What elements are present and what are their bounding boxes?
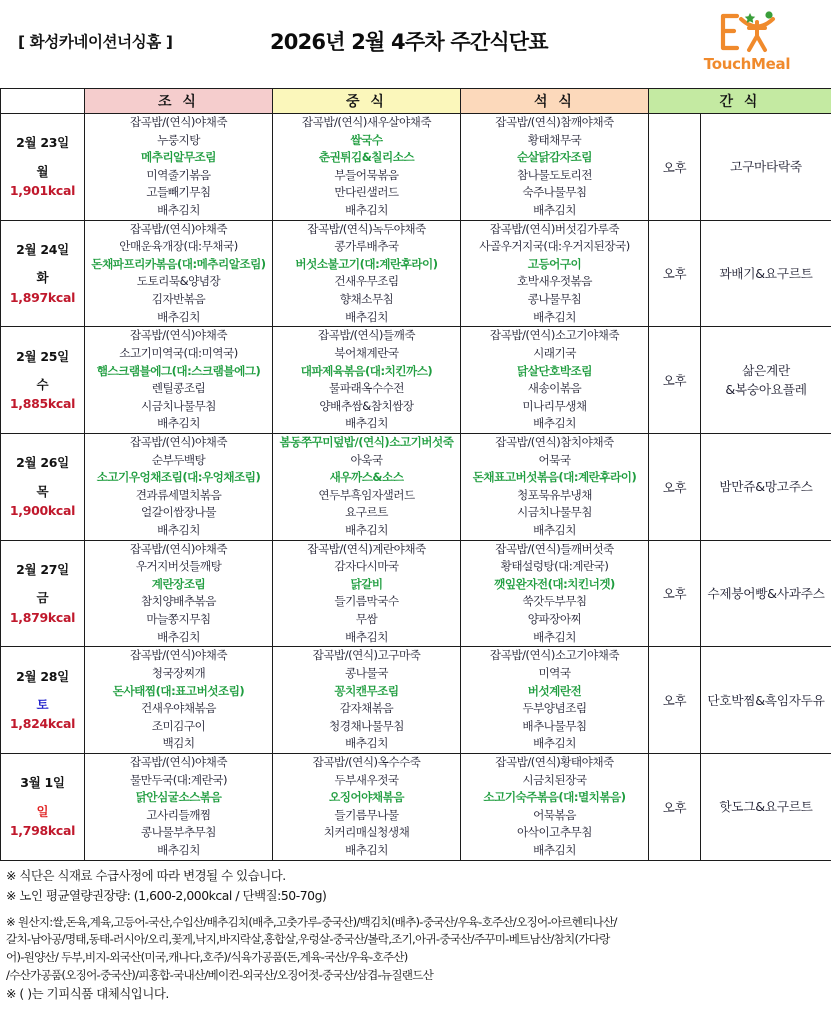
meal-cell-lunch xyxy=(273,220,461,327)
day-of-week-label: 금 xyxy=(36,590,49,606)
dish-item: 배추김치 xyxy=(345,736,388,751)
note-calorie-guideline: ※ 노인 평균열량권장량: (1,600-2,000kcal / 단백질:50-70g) xyxy=(6,887,327,903)
snack-time-cell: 오후 xyxy=(649,753,701,860)
dish-item: 배추김치 xyxy=(533,309,576,324)
meal-cell-dinner xyxy=(461,753,649,860)
dish-item: 콩나물무침 xyxy=(527,292,582,307)
dish-item: 소고기숙주볶음(대:멸치볶음) xyxy=(483,790,626,805)
calorie-label: 1,885kcal xyxy=(9,396,76,412)
dish-item: 배추김치 xyxy=(533,629,576,644)
day-of-week-label: 토 xyxy=(36,696,49,712)
dish-item: 참치양배추볶음 xyxy=(141,594,216,609)
dish-item: 쌀국수 xyxy=(350,132,383,147)
date-gap xyxy=(1,473,84,482)
meal-cell-lunch xyxy=(273,647,461,754)
dish-item: 잡곡밥/(연식)참치야채죽 xyxy=(495,434,614,449)
date-cell xyxy=(1,540,85,647)
dish-item: 도토리묵&양념장 xyxy=(136,274,221,289)
dish-item: 돈채표고버섯볶음(대:계란후라이) xyxy=(472,470,637,485)
dish-item: 배추김치 xyxy=(345,309,388,324)
table-row xyxy=(1,433,831,540)
dish-item: 부들어묵볶음 xyxy=(334,167,399,182)
snack-cell: 핫도그&요구르트 xyxy=(701,753,831,860)
dish-item: 고사리들깨찜 xyxy=(146,807,211,822)
dish-item: 연두부흑임자샐러드 xyxy=(318,487,415,502)
note-origin-line-4: /수산가공품(오징어-중국산)/피홍합-국내산/베이컨-외국산/오징어젓-중국산/삼겹-뉴질랜드산 xyxy=(6,967,434,982)
date-label: 2월 27일 xyxy=(16,561,69,577)
weekly-meal-table xyxy=(0,88,831,861)
dish-item: 잡곡밥/(연식)야채죽 xyxy=(129,328,228,343)
dish-item: 잡곡밥/(연식)황태야채죽 xyxy=(495,754,614,769)
dish-item: 새우까스&소스 xyxy=(329,470,404,485)
dish-item: 닭갈비 xyxy=(350,576,383,591)
snack-cell: 삶은계란 &복숭아요플레 xyxy=(701,327,831,434)
meal-cell-dinner xyxy=(461,433,649,540)
calorie-label: 1,798kcal xyxy=(9,822,76,838)
day-of-week-label: 월 xyxy=(36,163,49,179)
date-label: 2월 28일 xyxy=(16,668,69,684)
dish-item: 배추김치 xyxy=(533,523,576,538)
dish-item: 배추김치 xyxy=(345,523,388,538)
brand-logo xyxy=(687,8,807,73)
dish-item: 춘권튀김&칠리소스 xyxy=(318,150,415,165)
dish-item: 배추김치 xyxy=(345,629,388,644)
dish-item: 마늘쫑지무침 xyxy=(146,612,211,627)
dish-item: 감자다시마국 xyxy=(334,559,399,574)
meal-cell-breakfast xyxy=(85,433,273,540)
date-label: 2월 26일 xyxy=(16,455,69,471)
snack-time-cell: 오후 xyxy=(649,220,701,327)
dish-item: 잡곡밥/(연식)들깨죽 xyxy=(317,328,416,343)
dish-item: 소고기미역국(대:미역국) xyxy=(119,345,238,360)
dish-item: 배추김치 xyxy=(345,203,388,218)
dish-item: 두부새우젓국 xyxy=(334,772,399,787)
page-title: 2026년 2월 4주차 주간식단표 xyxy=(270,30,548,54)
meal-cell-dinner xyxy=(461,540,649,647)
calorie-label: 1,901kcal xyxy=(9,183,76,199)
dish-item: 시래기국 xyxy=(533,345,576,360)
dish-item: 치커리매실청생채 xyxy=(323,825,410,840)
dish-item: 잡곡밥/(연식)야채죽 xyxy=(129,648,228,663)
dish-item: 햄스크램블에그(대:스크램블에그) xyxy=(96,363,261,378)
dish-item: 숙주나물무침 xyxy=(522,185,587,200)
dish-item: 메추리알무조림 xyxy=(141,150,216,165)
snack-cell: 밤만쥬&망고주스 xyxy=(701,433,831,540)
dish-item: 시금치된장국 xyxy=(522,772,587,787)
dish-item: 소고기우엉채조림(대:우엉채조림) xyxy=(96,470,261,485)
dish-item: 참나물도토리전 xyxy=(517,167,592,182)
table-row xyxy=(1,647,831,754)
dish-item: 백김치 xyxy=(162,736,195,751)
dish-item: 양배추쌈&참치쌈장 xyxy=(319,398,414,413)
dish-item: 미나리무생채 xyxy=(522,398,587,413)
dish-item: 잡곡밥/(연식)야채죽 xyxy=(129,221,228,236)
date-cell xyxy=(1,327,85,434)
dish-item: 잡곡밥/(연식)소고기야채죽 xyxy=(489,328,620,343)
dish-item: 양파장아찌 xyxy=(527,612,582,627)
snack-time-cell: 오후 xyxy=(649,540,701,647)
dish-item: 황태설렁탕(대:계란국) xyxy=(500,559,609,574)
dish-item: 계란장조림 xyxy=(151,576,206,591)
dish-item: 김자반볶음 xyxy=(151,292,206,307)
date-cell xyxy=(1,647,85,754)
dish-item: 누룽지탕 xyxy=(157,132,200,147)
note-origin-line-1: ※ 원산지:쌀,돈육,계육,고등어-국산,수입산/배추김치(배추,고춧가루-중국산)/백김치(배추)-중국산/우육-호주산/오징어-아르헨티나산/ xyxy=(6,914,617,929)
dish-item: 잡곡밥/(연식)야채죽 xyxy=(129,115,228,129)
dish-item: 돈사태찜(대:표고버섯조림) xyxy=(112,683,245,698)
touchmeal-logo-icon xyxy=(687,8,807,54)
dish-item: 잡곡밥/(연식)버섯김가루죽 xyxy=(489,221,620,236)
date-gap xyxy=(1,579,84,588)
dish-item: 잡곡밥/(연식)소고기야채죽 xyxy=(489,648,620,663)
day-of-week-label: 수 xyxy=(36,376,49,392)
dish-item: 건새우무조림 xyxy=(334,274,399,289)
date-gap xyxy=(1,686,84,695)
dish-item: 배추김치 xyxy=(157,203,200,218)
date-cell xyxy=(1,753,85,860)
dish-item: 배추김치 xyxy=(533,842,576,857)
dish-item: 대파제육볶음(대:치킨까스) xyxy=(300,363,433,378)
calorie-label: 1,897kcal xyxy=(9,289,76,305)
dish-item: 어묵국 xyxy=(538,452,571,467)
meal-cell-dinner xyxy=(461,220,649,327)
dish-item: 잡곡밥/(연식)들깨버섯죽 xyxy=(495,541,614,556)
dish-item: 잡곡밥/(연식)새우살야채죽 xyxy=(301,115,432,129)
dish-item: 고들빼기무침 xyxy=(146,185,211,200)
dish-item: 물파래옥수수전 xyxy=(329,381,404,396)
dish-item: 배추김치 xyxy=(345,842,388,857)
dish-item: 견과류세멸치볶음 xyxy=(135,487,222,502)
dish-item: 봄동쭈꾸미덮밥/(연식)소고기버섯죽 xyxy=(279,434,454,449)
dish-item: 배추김치 xyxy=(157,629,200,644)
note-origin-line-3: 어)-원양산/ 두부,비지-외국산(미국,캐나다,호주)/식육가공품(돈,계육-국산/우육-호주산) xyxy=(6,950,408,964)
dish-item: 황태채무국 xyxy=(527,132,582,147)
dish-item: 잡곡밥/(연식)야채죽 xyxy=(129,754,228,769)
dish-item: 얼갈이쌈장나물 xyxy=(141,505,216,520)
date-gap xyxy=(1,793,84,802)
dish-item: 미역줄기볶음 xyxy=(146,167,211,182)
dish-item: 감자채볶음 xyxy=(339,701,394,716)
date-label: 2월 23일 xyxy=(16,135,69,151)
dish-item: 아욱국 xyxy=(350,452,383,467)
dish-item: 배추김치 xyxy=(157,523,200,538)
dish-item: 꽁치캔무조림 xyxy=(334,683,399,698)
dish-item: 어묵볶음 xyxy=(533,807,576,822)
dish-item: 돈채파프리카볶음(대:메추리알조림) xyxy=(91,256,266,271)
dish-item: 잡곡밥/(연식)야채죽 xyxy=(129,434,228,449)
meal-cell-lunch xyxy=(273,433,461,540)
dish-item: 두부양념조림 xyxy=(522,701,587,716)
table-row xyxy=(1,327,831,434)
meal-cell-lunch xyxy=(273,753,461,860)
dish-item: 닭살단호박조림 xyxy=(517,363,592,378)
dish-item: 순부두백탕 xyxy=(151,452,206,467)
dish-item: 사골우거지국(대:우거지된장국) xyxy=(479,239,630,254)
note-substitute-food: ※ ( )는 기피식품 대체식입니다. xyxy=(6,986,169,1002)
meal-cell-breakfast xyxy=(85,327,273,434)
date-gap xyxy=(1,259,84,268)
note-spacer xyxy=(6,906,823,914)
dish-item: 오징어야채볶음 xyxy=(329,790,404,805)
dish-item: 콩나물국 xyxy=(345,665,388,680)
dish-item: 순살닭감자조림 xyxy=(517,150,592,165)
date-cell xyxy=(1,114,85,221)
meal-cell-breakfast xyxy=(85,753,273,860)
dish-item: 청포묵유부냉채 xyxy=(517,487,592,502)
dish-item: 시금치나물무침 xyxy=(517,505,592,520)
column-header-breakfast: 조 식 xyxy=(85,89,273,114)
dish-item: 버섯소불고기(대:계란후라이) xyxy=(295,256,438,271)
dish-item: 만다린샐러드 xyxy=(334,185,399,200)
table-row xyxy=(1,753,831,860)
meal-cell-breakfast xyxy=(85,647,273,754)
column-header-snack: 간 식 xyxy=(649,89,831,114)
dish-item: 아삭이고추무침 xyxy=(517,825,592,840)
note-origin-line-2: 갈치-남아공/명태,동태-러시아/오리,꽃게,낙지,바지락살,홍합살,우렁살-중국산/볼락,조기,아귀-중국산/주꾸미-베트남산/참치(가다랑 xyxy=(6,932,610,947)
dish-item: 쑥갓두부무침 xyxy=(522,594,587,609)
snack-cell: 꽈배기&요구르트 xyxy=(701,220,831,327)
dish-item: 배추김치 xyxy=(533,416,576,431)
dish-item: 배추김치 xyxy=(157,309,200,324)
column-header-date xyxy=(1,89,85,114)
meal-cell-dinner xyxy=(461,647,649,754)
dish-item: 배추김치 xyxy=(533,736,576,751)
meal-cell-lunch xyxy=(273,327,461,434)
dish-item: 미역국 xyxy=(538,665,571,680)
dish-item: 조미김구이 xyxy=(151,718,206,733)
dish-item: 배추김치 xyxy=(533,203,576,218)
table-row xyxy=(1,220,831,327)
column-header-dinner: 석 식 xyxy=(461,89,649,114)
dish-item: 콩가루배추국 xyxy=(334,239,399,254)
meal-cell-dinner xyxy=(461,114,649,221)
meal-cell-dinner xyxy=(461,327,649,434)
date-label: 2월 25일 xyxy=(16,348,69,364)
dish-item: 청국장찌개 xyxy=(151,665,206,680)
dish-item: 고등어구이 xyxy=(527,256,582,271)
dish-item: 잡곡밥/(연식)녹두야채죽 xyxy=(307,221,426,236)
note-menu-change: ※ 식단은 식재료 수급사정에 따라 변경될 수 있습니다. xyxy=(6,867,286,883)
dish-item: 요구르트 xyxy=(345,505,388,520)
table-row xyxy=(1,114,831,221)
meal-cell-breakfast xyxy=(85,540,273,647)
footer-notes xyxy=(0,861,831,1005)
date-gap xyxy=(1,153,84,162)
dish-item: 향채소무침 xyxy=(339,292,394,307)
day-of-week-label: 목 xyxy=(36,483,49,499)
day-of-week-label: 화 xyxy=(36,270,49,286)
day-of-week-label: 일 xyxy=(36,803,49,819)
calorie-label: 1,824kcal xyxy=(9,716,76,732)
table-header xyxy=(1,89,831,114)
dish-item: 잡곡밥/(연식)야채죽 xyxy=(129,541,228,556)
table-body xyxy=(1,114,831,861)
dish-item: 무쌈 xyxy=(355,612,378,627)
calorie-label: 1,900kcal xyxy=(9,502,76,518)
brand-name: TouchMeal xyxy=(703,55,791,73)
meal-cell-breakfast xyxy=(85,220,273,327)
page-header xyxy=(0,0,831,88)
dish-item: 들기름막국수 xyxy=(334,594,399,609)
dish-item: 우거지버섯들깨탕 xyxy=(135,559,222,574)
dish-item: 콩나물부추무침 xyxy=(141,825,216,840)
meal-cell-lunch xyxy=(273,114,461,221)
dish-item: 시금치나물무침 xyxy=(141,398,216,413)
snack-time-cell: 오후 xyxy=(649,647,701,754)
snack-cell: 고구마타락죽 xyxy=(701,114,831,221)
table-header-row xyxy=(1,89,831,114)
date-gap xyxy=(1,366,84,375)
snack-cell: 단호박찜&흑임자두유 xyxy=(701,647,831,754)
dish-item: 배추김치 xyxy=(345,416,388,431)
dish-item: 잡곡밥/(연식)계란야채죽 xyxy=(307,541,426,556)
dish-item: 닭안심굴소스볶음 xyxy=(135,790,222,805)
dish-item: 잡곡밥/(연식)고구마죽 xyxy=(312,648,421,663)
dish-item: 물만두국(대:계란국) xyxy=(129,772,228,787)
facility-name: [ 화성카네이션너싱홈 ] xyxy=(18,33,173,51)
dish-item: 배추김치 xyxy=(157,842,200,857)
dish-item: 안매운육개장(대:무채국) xyxy=(119,239,238,254)
calorie-label: 1,879kcal xyxy=(9,609,76,625)
dish-item: 잡곡밥/(연식)참깨야채죽 xyxy=(495,115,614,129)
dish-item: 청경채나물무침 xyxy=(329,718,404,733)
snack-cell: 수제붕어빵&사과주스 xyxy=(701,540,831,647)
dish-item: 들기름무나물 xyxy=(334,807,399,822)
meal-cell-breakfast xyxy=(85,114,273,221)
table-row xyxy=(1,540,831,647)
snack-time-cell: 오후 xyxy=(649,327,701,434)
dish-item: 배추나물무침 xyxy=(522,718,587,733)
dish-item: 렌틸콩조림 xyxy=(151,381,206,396)
dish-item: 잡곡밥/(연식)옥수수죽 xyxy=(312,754,421,769)
date-cell xyxy=(1,220,85,327)
dish-item: 깻잎완자전(대:치킨너겟) xyxy=(494,576,615,591)
dish-item: 배추김치 xyxy=(157,416,200,431)
dish-item: 호박새우젓볶음 xyxy=(517,274,592,289)
snack-time-cell: 오후 xyxy=(649,433,701,540)
dish-item: 건새우야채볶음 xyxy=(141,701,216,716)
meal-cell-lunch xyxy=(273,540,461,647)
column-header-lunch: 중 식 xyxy=(273,89,461,114)
dish-item: 북어채계란국 xyxy=(334,345,399,360)
snack-time-cell: 오후 xyxy=(649,114,701,221)
date-label: 2월 24일 xyxy=(16,241,69,257)
date-label: 3월 1일 xyxy=(20,775,65,791)
dish-item: 버섯계란전 xyxy=(527,683,582,698)
date-cell xyxy=(1,433,85,540)
dish-item: 새송이볶음 xyxy=(527,381,582,396)
